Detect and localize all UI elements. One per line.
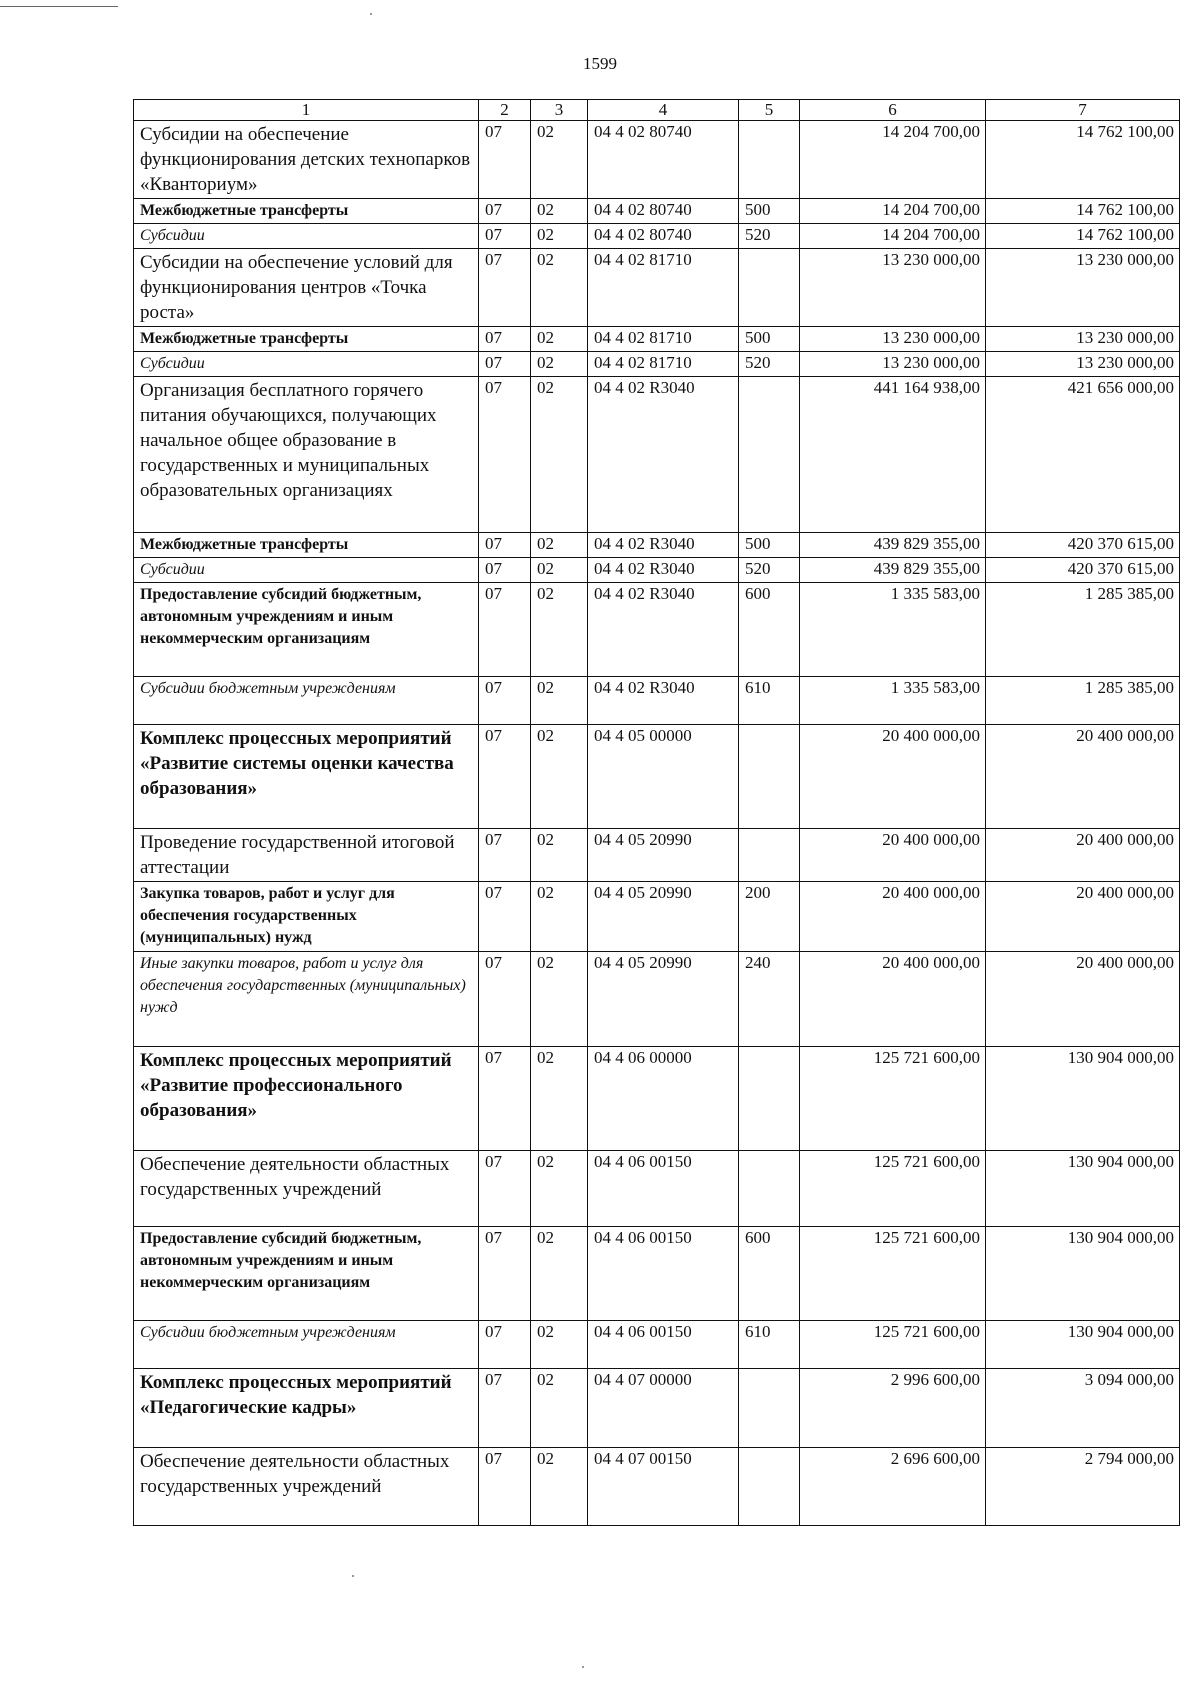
row-c3-cell: 02 (531, 249, 588, 327)
row-c6-cell: 20 400 000,00 (800, 882, 986, 952)
table-row (134, 952, 1180, 1047)
row-c6-cell: 13 230 000,00 (800, 352, 986, 377)
budget-table (133, 99, 1180, 1526)
row-name-cell: Субсидии на обеспечение условий для функционирования центров «Точка роста» (134, 249, 479, 327)
row-c3-cell: 02 (531, 1448, 588, 1526)
row-c6-cell: 1 335 583,00 (800, 583, 986, 677)
row-c2-cell: 07 (479, 377, 531, 533)
row-c3-cell: 02 (531, 224, 588, 249)
row-c3-cell: 02 (531, 1151, 588, 1227)
row-c4-cell: 04 4 06 00150 (588, 1227, 739, 1321)
table-row (134, 829, 1180, 882)
row-c3-cell: 02 (531, 583, 588, 677)
row-c2-cell: 07 (479, 199, 531, 224)
row-c2-cell: 07 (479, 1369, 531, 1448)
row-c2-cell: 07 (479, 1448, 531, 1526)
table-row (134, 725, 1180, 829)
row-c7-cell: 1 285 385,00 (986, 677, 1180, 725)
row-c4-cell: 04 4 05 20990 (588, 882, 739, 952)
row-c2-cell: 07 (479, 327, 531, 352)
row-c6-cell: 2 696 600,00 (800, 1448, 986, 1526)
row-c4-cell: 04 4 05 20990 (588, 952, 739, 1047)
row-c4-cell: 04 4 06 00000 (588, 1047, 739, 1151)
row-name-cell: Обеспечение деятельности областных государственных учреждений (134, 1151, 479, 1227)
row-c7-cell: 13 230 000,00 (986, 327, 1180, 352)
row-c5-cell (739, 1369, 800, 1448)
row-c6-cell: 2 996 600,00 (800, 1369, 986, 1448)
row-name-cell: Обеспечение деятельности областных государственных учреждений (134, 1448, 479, 1526)
row-name-cell: Проведение государственной итоговой аттестации (134, 829, 479, 882)
row-c5-cell: 500 (739, 199, 800, 224)
row-c4-cell: 04 4 02 R3040 (588, 677, 739, 725)
row-c5-cell: 520 (739, 352, 800, 377)
row-c7-cell: 130 904 000,00 (986, 1151, 1180, 1227)
header-col-7: 7 (986, 100, 1180, 121)
row-c4-cell: 04 4 02 80740 (588, 224, 739, 249)
row-c7-cell: 1 285 385,00 (986, 583, 1180, 677)
row-c2-cell: 07 (479, 1321, 531, 1369)
table-row (134, 1369, 1180, 1448)
row-c3-cell: 02 (531, 1369, 588, 1448)
row-c2-cell: 07 (479, 558, 531, 583)
row-c5-cell (739, 377, 800, 533)
row-c4-cell: 04 4 02 R3040 (588, 558, 739, 583)
row-c4-cell: 04 4 06 00150 (588, 1151, 739, 1227)
row-c4-cell: 04 4 02 R3040 (588, 377, 739, 533)
row-c2-cell: 07 (479, 249, 531, 327)
row-c2-cell: 07 (479, 829, 531, 882)
row-c6-cell: 125 721 600,00 (800, 1047, 986, 1151)
row-c2-cell: 07 (479, 882, 531, 952)
table-row (134, 1227, 1180, 1321)
row-c4-cell: 04 4 06 00150 (588, 1321, 739, 1369)
row-c5-cell (739, 725, 800, 829)
row-c6-cell: 125 721 600,00 (800, 1227, 986, 1321)
row-c4-cell: 04 4 02 R3040 (588, 533, 739, 558)
row-c6-cell: 125 721 600,00 (800, 1321, 986, 1369)
row-c5-cell: 600 (739, 583, 800, 677)
table-row (134, 352, 1180, 377)
scan-speck (370, 13, 372, 15)
row-c5-cell: 500 (739, 533, 800, 558)
row-c4-cell: 04 4 02 R3040 (588, 583, 739, 677)
row-name-cell: Субсидии на обеспечение функционирования детских технопарков «Кванториум» (134, 121, 479, 199)
row-c7-cell: 130 904 000,00 (986, 1321, 1180, 1369)
row-c2-cell: 07 (479, 533, 531, 558)
row-c2-cell: 07 (479, 725, 531, 829)
row-c2-cell: 07 (479, 224, 531, 249)
row-c2-cell: 07 (479, 352, 531, 377)
row-c5-cell: 200 (739, 882, 800, 952)
row-name-cell: Комплекс процессных мероприятий «Педагогические кадры» (134, 1369, 479, 1448)
row-name-cell: Субсидии (134, 558, 479, 583)
row-c3-cell: 02 (531, 1047, 588, 1151)
table-row (134, 1047, 1180, 1151)
row-c5-cell: 520 (739, 558, 800, 583)
row-c3-cell: 02 (531, 829, 588, 882)
row-c3-cell: 02 (531, 558, 588, 583)
row-c4-cell: 04 4 02 81710 (588, 352, 739, 377)
row-c5-cell: 500 (739, 327, 800, 352)
row-c2-cell: 07 (479, 952, 531, 1047)
row-name-cell: Предоставление субсидий бюджетным, автономным учреждениям и иным некоммерческим организациям (134, 1227, 479, 1321)
row-c7-cell: 130 904 000,00 (986, 1227, 1180, 1321)
header-col-5: 5 (739, 100, 800, 121)
row-c7-cell: 420 370 615,00 (986, 558, 1180, 583)
row-c3-cell: 02 (531, 952, 588, 1047)
row-c2-cell: 07 (479, 1047, 531, 1151)
row-c4-cell: 04 4 02 81710 (588, 249, 739, 327)
scan-speck (352, 1575, 354, 1577)
row-c4-cell: 04 4 02 81710 (588, 327, 739, 352)
header-col-2: 2 (479, 100, 531, 121)
row-name-cell: Межбюджетные трансферты (134, 199, 479, 224)
row-c3-cell: 02 (531, 533, 588, 558)
row-c6-cell: 20 400 000,00 (800, 725, 986, 829)
row-c5-cell: 610 (739, 677, 800, 725)
header-col-6: 6 (800, 100, 986, 121)
row-c6-cell: 20 400 000,00 (800, 952, 986, 1047)
row-c7-cell: 420 370 615,00 (986, 533, 1180, 558)
row-c7-cell: 14 762 100,00 (986, 224, 1180, 249)
row-name-cell: Межбюджетные трансферты (134, 327, 479, 352)
row-c3-cell: 02 (531, 677, 588, 725)
row-c6-cell: 1 335 583,00 (800, 677, 986, 725)
row-c6-cell: 441 164 938,00 (800, 377, 986, 533)
row-c7-cell: 421 656 000,00 (986, 377, 1180, 533)
table-row (134, 1321, 1180, 1369)
row-c7-cell: 13 230 000,00 (986, 352, 1180, 377)
row-c7-cell: 13 230 000,00 (986, 249, 1180, 327)
row-c4-cell: 04 4 07 00150 (588, 1448, 739, 1526)
row-c7-cell: 20 400 000,00 (986, 952, 1180, 1047)
header-col-4: 4 (588, 100, 739, 121)
row-c5-cell: 600 (739, 1227, 800, 1321)
table-row (134, 199, 1180, 224)
row-c6-cell: 14 204 700,00 (800, 121, 986, 199)
row-c3-cell: 02 (531, 121, 588, 199)
table-row (134, 377, 1180, 533)
row-c7-cell: 3 094 000,00 (986, 1369, 1180, 1448)
row-c7-cell: 20 400 000,00 (986, 725, 1180, 829)
row-c7-cell: 130 904 000,00 (986, 1047, 1180, 1151)
table-row (134, 121, 1180, 199)
row-c4-cell: 04 4 05 20990 (588, 829, 739, 882)
row-c5-cell (739, 249, 800, 327)
row-c2-cell: 07 (479, 121, 531, 199)
row-name-cell: Комплекс процессных мероприятий «Развитие системы оценки качества образования» (134, 725, 479, 829)
row-c5-cell: 240 (739, 952, 800, 1047)
table-row (134, 558, 1180, 583)
row-name-cell: Межбюджетные трансферты (134, 533, 479, 558)
row-c5-cell (739, 121, 800, 199)
row-c7-cell: 2 794 000,00 (986, 1448, 1180, 1526)
row-c4-cell: 04 4 05 00000 (588, 725, 739, 829)
table-row (134, 1448, 1180, 1526)
row-c3-cell: 02 (531, 377, 588, 533)
table-row (134, 533, 1180, 558)
row-c6-cell: 439 829 355,00 (800, 533, 986, 558)
row-c4-cell: 04 4 02 80740 (588, 199, 739, 224)
table-row (134, 1151, 1180, 1227)
row-name-cell: Закупка товаров, работ и услуг для обеспечения государственных (муниципальных) нужд (134, 882, 479, 952)
table-row (134, 882, 1180, 952)
row-c2-cell: 07 (479, 677, 531, 725)
row-c7-cell: 20 400 000,00 (986, 829, 1180, 882)
row-c4-cell: 04 4 02 80740 (588, 121, 739, 199)
scan-edge-line (0, 6, 118, 7)
row-c6-cell: 13 230 000,00 (800, 327, 986, 352)
row-name-cell: Субсидии бюджетным учреждениям (134, 1321, 479, 1369)
row-c6-cell: 14 204 700,00 (800, 199, 986, 224)
row-c7-cell: 14 762 100,00 (986, 121, 1180, 199)
row-c5-cell: 520 (739, 224, 800, 249)
row-c5-cell (739, 829, 800, 882)
table-row (134, 249, 1180, 327)
row-c3-cell: 02 (531, 199, 588, 224)
row-c3-cell: 02 (531, 1227, 588, 1321)
scan-speck (582, 1666, 584, 1668)
table-row (134, 327, 1180, 352)
row-c2-cell: 07 (479, 1151, 531, 1227)
header-col-1: 1 (134, 100, 479, 121)
row-c7-cell: 20 400 000,00 (986, 882, 1180, 952)
row-name-cell: Предоставление субсидий бюджетным, автономным учреждениям и иным некоммерческим организациям (134, 583, 479, 677)
row-c3-cell: 02 (531, 725, 588, 829)
row-c2-cell: 07 (479, 583, 531, 677)
table-header-row (134, 100, 1180, 121)
row-c3-cell: 02 (531, 352, 588, 377)
table-row (134, 583, 1180, 677)
row-name-cell: Субсидии (134, 224, 479, 249)
row-c5-cell (739, 1448, 800, 1526)
row-c3-cell: 02 (531, 327, 588, 352)
row-c5-cell: 610 (739, 1321, 800, 1369)
row-c6-cell: 20 400 000,00 (800, 829, 986, 882)
table-row (134, 677, 1180, 725)
header-col-3: 3 (531, 100, 588, 121)
row-c3-cell: 02 (531, 882, 588, 952)
row-c3-cell: 02 (531, 1321, 588, 1369)
row-c7-cell: 14 762 100,00 (986, 199, 1180, 224)
row-name-cell: Субсидии (134, 352, 479, 377)
page-number: 1599 (583, 54, 617, 73)
row-c6-cell: 13 230 000,00 (800, 249, 986, 327)
row-name-cell: Организация бесплатного горячего питания обучающихся, получающих начальное общее образование в государственных и муниципальных образовательных организациях (134, 377, 479, 533)
row-c6-cell: 14 204 700,00 (800, 224, 986, 249)
table-row (134, 224, 1180, 249)
row-c2-cell: 07 (479, 1227, 531, 1321)
row-c4-cell: 04 4 07 00000 (588, 1369, 739, 1448)
row-c5-cell (739, 1047, 800, 1151)
row-name-cell: Комплекс процессных мероприятий «Развитие профессионального образования» (134, 1047, 479, 1151)
row-name-cell: Иные закупки товаров, работ и услуг для обеспечения государственных (муниципальных) нужд (134, 952, 479, 1047)
row-c6-cell: 125 721 600,00 (800, 1151, 986, 1227)
row-c5-cell (739, 1151, 800, 1227)
row-name-cell: Субсидии бюджетным учреждениям (134, 677, 479, 725)
row-c6-cell: 439 829 355,00 (800, 558, 986, 583)
